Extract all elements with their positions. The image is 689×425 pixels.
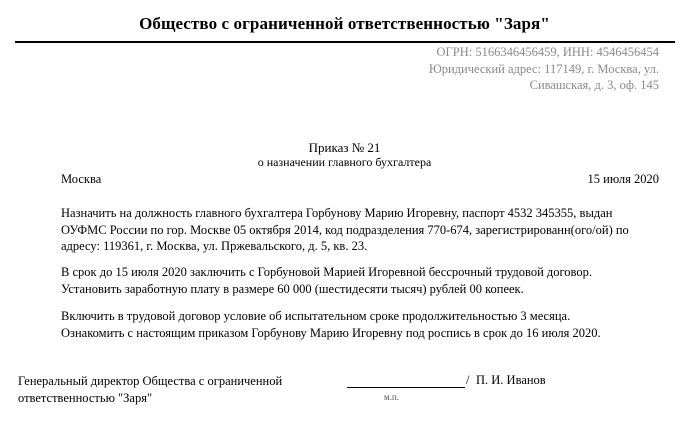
signature-slash: / <box>466 373 470 387</box>
order-date: 15 июля 2020 <box>587 172 659 186</box>
company-requisites <box>429 44 659 94</box>
paragraph-line: Назначить на должность главного бухгалтера Горбунову Марию Игоревну, паспорт 4532 345355, выдан <box>61 206 613 220</box>
signer-title-line: Генеральный директор Общества с ограниченной <box>18 374 283 388</box>
paragraph-line: Включить в трудовой договор условие об испытательном сроке продолжительностью 3 месяца. <box>61 309 571 323</box>
signer-title <box>18 373 282 406</box>
signer-name: П. И. Иванов <box>476 373 546 387</box>
paragraph-line: Ознакомить с настоящим приказом Горбунову Марию Игоревну под роспись в срок до 16 июля 2020. <box>61 325 601 340</box>
paragraph-contract <box>61 264 592 297</box>
company-name: Общество с ограниченной ответственностью "Заря" <box>139 14 550 33</box>
requisites-address-line-2: Сивашская, д. 3, оф. 145 <box>529 78 659 92</box>
header-divider <box>15 41 675 43</box>
paragraph-line: В срок до 15 июля 2020 заключить с Горбуновой Марией Игоревной бессрочный трудовой договор. <box>61 265 592 279</box>
order-title: Приказ № 21 <box>308 140 381 155</box>
order-subtitle: о назначении главного бухгалтера <box>257 155 432 169</box>
paragraph-line: Установить заработную плату в размере 60 000 (шестидесяти тысяч) рублей 00 копеек. <box>61 281 524 296</box>
signer-title-line: ответственностью "Заря" <box>18 390 153 405</box>
order-city: Москва <box>61 172 102 186</box>
paragraph-line: ОУФМС России по гор. Москве 05 октября 2014, код подразделения 770-674, зарегистрированн(ого/ой) по <box>61 222 629 237</box>
paragraph-probation <box>61 308 601 341</box>
paragraph-line: адресу: 119361, г. Москва, ул. Пржевальского, д. 5, кв. 23. <box>61 239 368 253</box>
paragraph-appointment <box>61 205 629 255</box>
signature-line <box>347 387 465 388</box>
requisites-address-line-1: Юридический адрес: 117149, г. Москва, ул. <box>428 61 659 76</box>
requisites-ogrn-inn: ОГРН: 5166346456459, ИНН: 4546456454 <box>436 45 659 59</box>
stamp-place-label: м.п. <box>384 392 400 402</box>
